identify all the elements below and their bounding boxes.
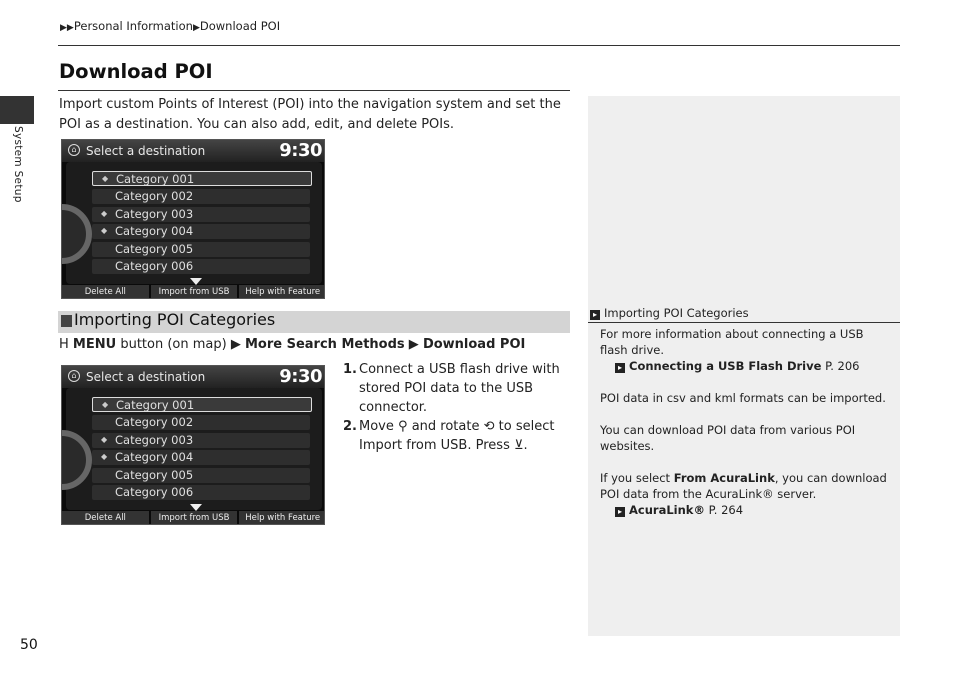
screen-row: Category 006 — [92, 485, 310, 500]
screen-list — [66, 388, 322, 510]
screen-row: Category 002 — [92, 415, 310, 430]
screen-footer — [62, 285, 325, 299]
screen-title: Select a destination — [86, 370, 206, 384]
reference-link[interactable]: ▸ Connecting a USB Flash Drive P. 206 — [600, 358, 892, 374]
scroll-down-icon — [190, 278, 202, 285]
breadcrumb-item[interactable]: Download POI — [199, 19, 281, 33]
nav-screen-image — [61, 139, 325, 299]
knob-icon — [61, 204, 92, 264]
menu-label: MENU — [72, 337, 117, 352]
screen-clock: 9:30 — [279, 366, 322, 387]
screen-row: Category 005 — [92, 468, 310, 483]
screen-row: ◆ Category 003 — [92, 207, 310, 222]
pin-icon: ◆ — [101, 452, 108, 461]
note-paragraph: If you select From AcuraLink, you can download POI data from the AcuraLink® server. ▸ AcuraLink® P. 264 — [600, 470, 892, 518]
step-item — [343, 360, 573, 417]
screen-row: ◆ Category 003 — [92, 433, 310, 448]
screen-title: Select a destination — [86, 144, 206, 158]
screen-footer — [62, 511, 325, 525]
nav-screen-image — [61, 365, 325, 525]
triangle-icon: ▶ — [192, 23, 200, 33]
destination-icon: ⌂ — [68, 370, 80, 382]
screen-row: ◆ Category 004 — [92, 224, 310, 239]
note-title: ▸ Importing POI Categories — [590, 306, 749, 320]
enter-icon: ⊻ — [513, 438, 524, 453]
step-number: 2. — [343, 419, 357, 434]
step-text: . Press — [467, 438, 510, 453]
step-number: 1. — [343, 362, 357, 377]
screen-row: ◆ Category 001 — [92, 397, 312, 412]
pin-icon: ◆ — [101, 209, 108, 218]
step-text: Move — [359, 419, 394, 434]
pin-icon: ◆ — [102, 174, 109, 183]
note-paragraph: You can download POI data from various POI websites. — [600, 423, 856, 453]
note-paragraph: For more information about connecting a USB flash drive. ▸ Connecting a USB Flash Drive P. 206 — [600, 326, 892, 374]
screen-button: Help with Feature — [239, 285, 325, 299]
reference-link[interactable]: ▸ AcuraLink® P. 264 — [600, 502, 892, 518]
step-text: to select — [498, 419, 555, 434]
screen-row: Category 005 — [92, 242, 310, 257]
divider — [58, 45, 900, 46]
screen-clock: 9:30 — [279, 140, 322, 161]
screen-row: Category 006 — [92, 259, 310, 274]
triangle-icon: ▶▶ — [60, 23, 74, 33]
rotate-icon: ⟲ — [483, 419, 495, 434]
divider — [58, 90, 570, 91]
menu-path — [59, 337, 525, 352]
knob-icon — [61, 430, 92, 490]
screen-list — [66, 162, 322, 284]
screen-header — [62, 140, 325, 162]
step-text: Connect a USB flash drive with stored POI data to the USB connector. — [359, 362, 560, 415]
screen-header — [62, 366, 325, 388]
screen-button: Import from USB — [151, 511, 238, 525]
step-item — [343, 417, 573, 455]
scroll-down-icon — [190, 504, 202, 511]
screen-row: Category 002 — [92, 189, 310, 204]
pin-icon: ◆ — [101, 435, 108, 444]
screen-button: Delete All — [62, 511, 149, 525]
intro-text: Import custom Points of Interest (POI) into the navigation system and set the POI as a destination. You can also add, edit, and delete POIs. — [59, 97, 561, 132]
menu-path-step: Download POI — [422, 337, 526, 352]
note-icon: ▸ — [590, 310, 600, 320]
pin-icon: ◆ — [101, 226, 108, 235]
page-number: 50 — [20, 637, 38, 653]
square-icon — [61, 315, 72, 327]
screen-button: Help with Feature — [239, 511, 325, 525]
arrow-icon: ▶ — [230, 337, 241, 352]
screen-button: Delete All — [62, 285, 149, 299]
reference-icon: ▸ — [615, 507, 625, 517]
menu-path-text: button (on map) — [120, 337, 227, 352]
joystick-icon: ⚲ — [398, 419, 408, 434]
section-title: Importing POI Categories — [74, 310, 276, 329]
step-text: and rotate — [411, 419, 480, 434]
side-label: System Setup — [12, 126, 24, 203]
reference-icon: ▸ — [615, 363, 625, 373]
steps-list — [343, 360, 573, 455]
menu-path-step: More Search Methods — [244, 337, 405, 352]
screen-row: ◆ Category 001 — [92, 171, 312, 186]
page-title: Download POI — [59, 60, 213, 83]
step-text: . — [523, 438, 528, 453]
side-tab — [0, 96, 34, 124]
breadcrumb — [60, 19, 280, 33]
divider — [588, 322, 900, 323]
screen-row: ◆ Category 004 — [92, 450, 310, 465]
destination-icon: ⌂ — [68, 144, 80, 156]
screen-button: Import from USB — [151, 285, 238, 299]
arrow-icon: ▶ — [408, 337, 419, 352]
home-icon: H — [59, 337, 69, 352]
breadcrumb-item[interactable]: Personal Information — [73, 19, 193, 33]
step-target: Import from USB — [359, 438, 468, 453]
pin-icon: ◆ — [102, 400, 109, 409]
note-paragraph: POI data in csv and kml formats can be imported. — [600, 391, 886, 405]
